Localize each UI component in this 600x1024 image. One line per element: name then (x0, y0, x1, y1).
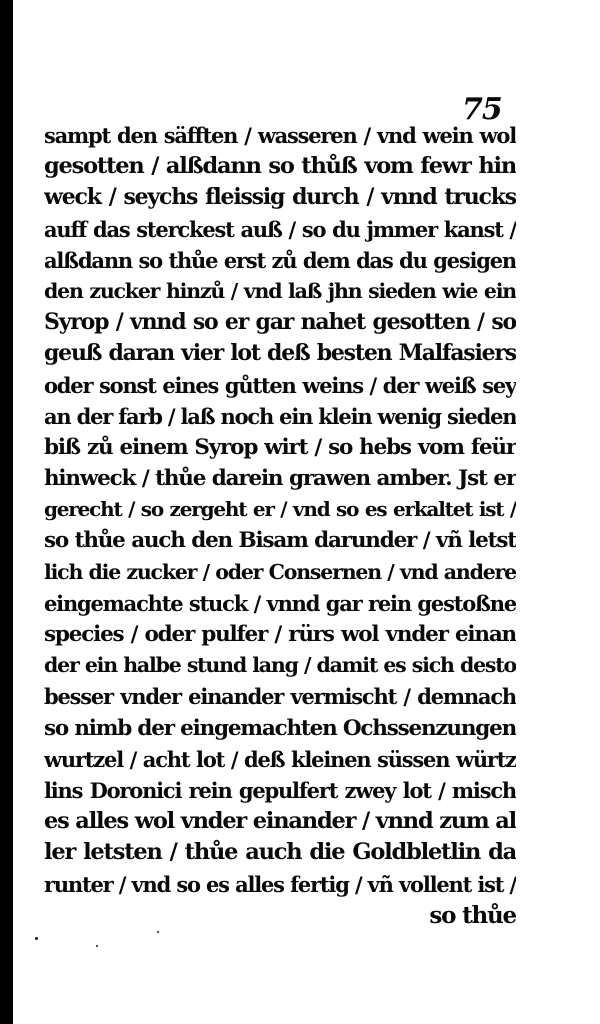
scan-speck (35, 937, 38, 940)
scan-left-edge (0, 0, 13, 1024)
text-line: besser vnder einander vermischt / demnach (44, 684, 516, 710)
text-line: es alles wol vnder einander / vnnd zum al (44, 808, 516, 835)
text-line: oder sonst eines gůtten weins / der weiß sey (44, 372, 516, 398)
catchword-line: so thůe (429, 901, 516, 929)
scan-speck (96, 945, 98, 947)
text-line: runter / vnd so es alles fertig / vñ vollent ist / (44, 871, 516, 897)
text-line: an der farb / laß noch ein klein wenig sieden (44, 403, 516, 429)
text-line: auff das sterckest auß / so du jmmer kanst / (44, 216, 516, 242)
page-number: 75 (462, 92, 502, 127)
text-line: gerecht / so zergeht er / vnd so es erkaltet ist / (44, 497, 516, 522)
text-line: gesotten / alßdann so thůß vom fewr hin (44, 153, 516, 180)
scan-speck (157, 931, 159, 933)
text-line: lich die zucker / oder Consernen / vnd andere (44, 559, 516, 584)
text-line: weck / seychs fleissig durch / vnnd trucks (44, 184, 516, 211)
text-line: hinweck / thůe darein grawen amber. Jst er (44, 466, 516, 492)
text-line: Syrop / vnnd so er gar nahet gesotten / so (44, 309, 516, 336)
text-line: alßdann so thůe erst zů dem das du gesigen (44, 247, 516, 273)
page-text-block (44, 120, 516, 931)
text-line: wurtzel / acht lot / deß kleinen süssen würtz (44, 746, 516, 772)
text-line: biß zů einem Syrop wirt / so hebs vom feür (44, 434, 516, 460)
text-line: der ein halbe stund lang / damit es sich desto (44, 653, 516, 678)
text-line: so thůe auch den Bisam darunder / vñ letst (44, 528, 516, 554)
text-line: lins Doronici rein gepulfert zwey lot / misch (44, 777, 516, 803)
text-line: geuß daran vier lot deß besten Malfasiers (44, 340, 516, 367)
text-line: eingemachte stuck / vnnd gar rein gestoßne (44, 590, 516, 616)
text-line: ler letsten / thůe auch die Goldbletlin da (44, 839, 516, 866)
text-line: species / oder pulfer / rürs wol vnder einan (44, 622, 516, 647)
text-line: sampt den säfften / wasseren / vnd wein wol (44, 123, 516, 148)
text-line: den zucker hinzů / vnd laß jhn sieden wie ein (44, 278, 516, 303)
text-line: so nimb der eingemachten Ochssenzungen (44, 715, 516, 741)
